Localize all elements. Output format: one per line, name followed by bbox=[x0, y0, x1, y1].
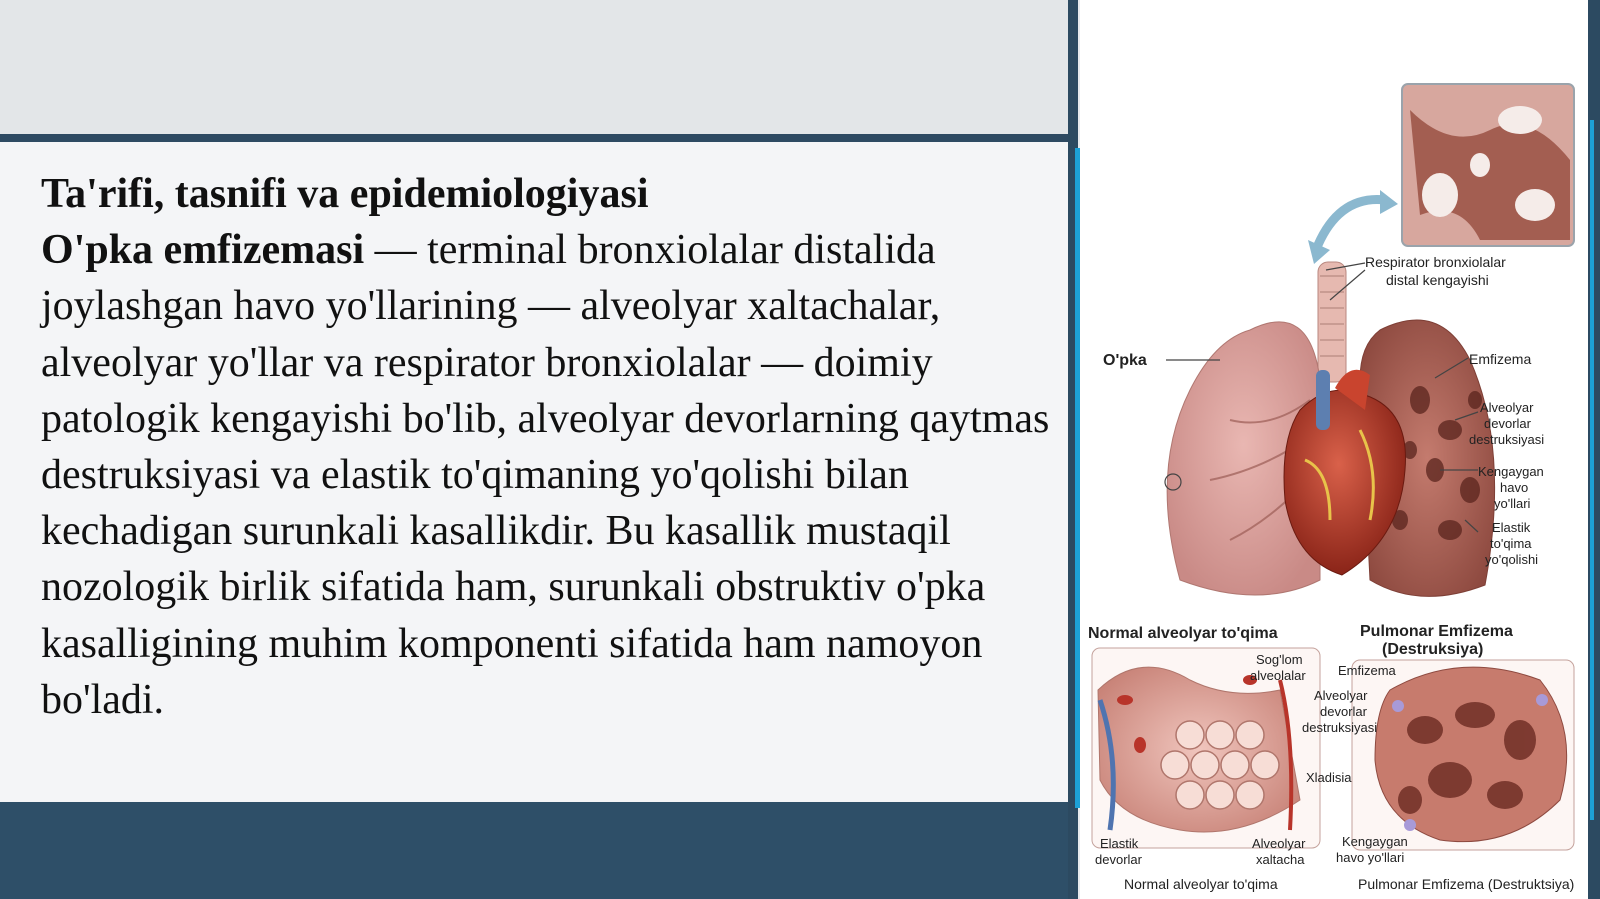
pulm-title-2: (Destruksiya) bbox=[1382, 641, 1484, 658]
label-xaltacha-1: Alveolyar bbox=[1252, 836, 1306, 851]
slide-heading: Ta'rifi, tasnifi va epidemiologiyasi bbox=[41, 171, 649, 217]
label-kengaygan-2: havo yo'llari bbox=[1336, 850, 1405, 865]
definition-text: — terminal bronxiolalar distalida joylashgan havo yo'llarining — alveolyar xaltachalar, alveolyar yo'llar va respirator bronxiolalar — doimiy patologik kengayishi bo'lib, alveolyar devorlarning qaytmas destruksiyasi va elastik to'qimaning yo'qolishi bilan kechadigan surunkali kasallikdir. Bu kasallik mustaqil nozologik birlik sifatida ham, surunkali obstruktiv o'pka kasalligining muhim komponenti sifatida ham namoyon bo'ladi. bbox=[41, 227, 1050, 723]
label-keng-2: havo bbox=[1500, 480, 1529, 495]
caption-right: Pulmonar Emfizema (Destruktsiya) bbox=[1358, 876, 1575, 892]
label-elast-1: Elastik bbox=[1492, 520, 1531, 535]
label-kengaygan-1: Kengaygan bbox=[1342, 834, 1408, 849]
term-emphysema: O'pka emfizemasi bbox=[41, 227, 365, 274]
micrograph-inset bbox=[1402, 84, 1574, 246]
label-elast-2: to'qima bbox=[1490, 536, 1532, 551]
top-rule bbox=[0, 134, 1068, 142]
label-alv-dev-3: destruksiyasi bbox=[1469, 432, 1545, 447]
label-adev-1: Alveolyar bbox=[1314, 688, 1368, 703]
label-keng-3: yo'llari bbox=[1494, 496, 1531, 511]
label-keng-1: Kengaygan bbox=[1478, 464, 1544, 479]
top-band bbox=[0, 0, 1068, 134]
label-soglom-1: Sog'lom bbox=[1256, 652, 1303, 667]
slide-text bbox=[41, 166, 1051, 728]
label-elastik-1: Elastik bbox=[1100, 836, 1139, 851]
label-respirator-2: distal kengayishi bbox=[1386, 272, 1489, 288]
label-alv-dev-2: devorlar bbox=[1484, 416, 1531, 431]
bottom-band bbox=[0, 802, 1078, 899]
label-adev-3: destruksiyasi bbox=[1302, 720, 1378, 735]
label-soglom-2: alveolalar bbox=[1250, 668, 1306, 683]
emphysema-illustration bbox=[1080, 0, 1588, 899]
label-emfizema: Emfizema bbox=[1469, 351, 1532, 367]
trachea bbox=[1318, 262, 1346, 382]
caption-left: Normal alveolyar to'qima bbox=[1124, 876, 1278, 892]
label-respirator-1: Respirator bronxiolalar bbox=[1365, 254, 1506, 270]
label-emf-small: Emfizema bbox=[1338, 663, 1396, 678]
curved-arrow bbox=[1318, 200, 1385, 245]
label-xladisia: Xladisia bbox=[1306, 770, 1352, 785]
label-elast-3: yo'qolishi bbox=[1485, 552, 1539, 567]
label-xaltacha-2: xaltacha bbox=[1256, 852, 1305, 867]
label-adev-2: devorlar bbox=[1320, 704, 1367, 719]
label-elastik-2: devorlar bbox=[1095, 852, 1142, 867]
label-opka: O'pka bbox=[1103, 352, 1147, 369]
label-alv-dev-1: Alveolyar bbox=[1480, 400, 1534, 415]
normal-title: Normal alveolyar to'qima bbox=[1088, 625, 1278, 642]
right-edge-accent bbox=[1590, 120, 1594, 820]
pulm-title-1: Pulmonar Emfizema bbox=[1360, 623, 1513, 640]
